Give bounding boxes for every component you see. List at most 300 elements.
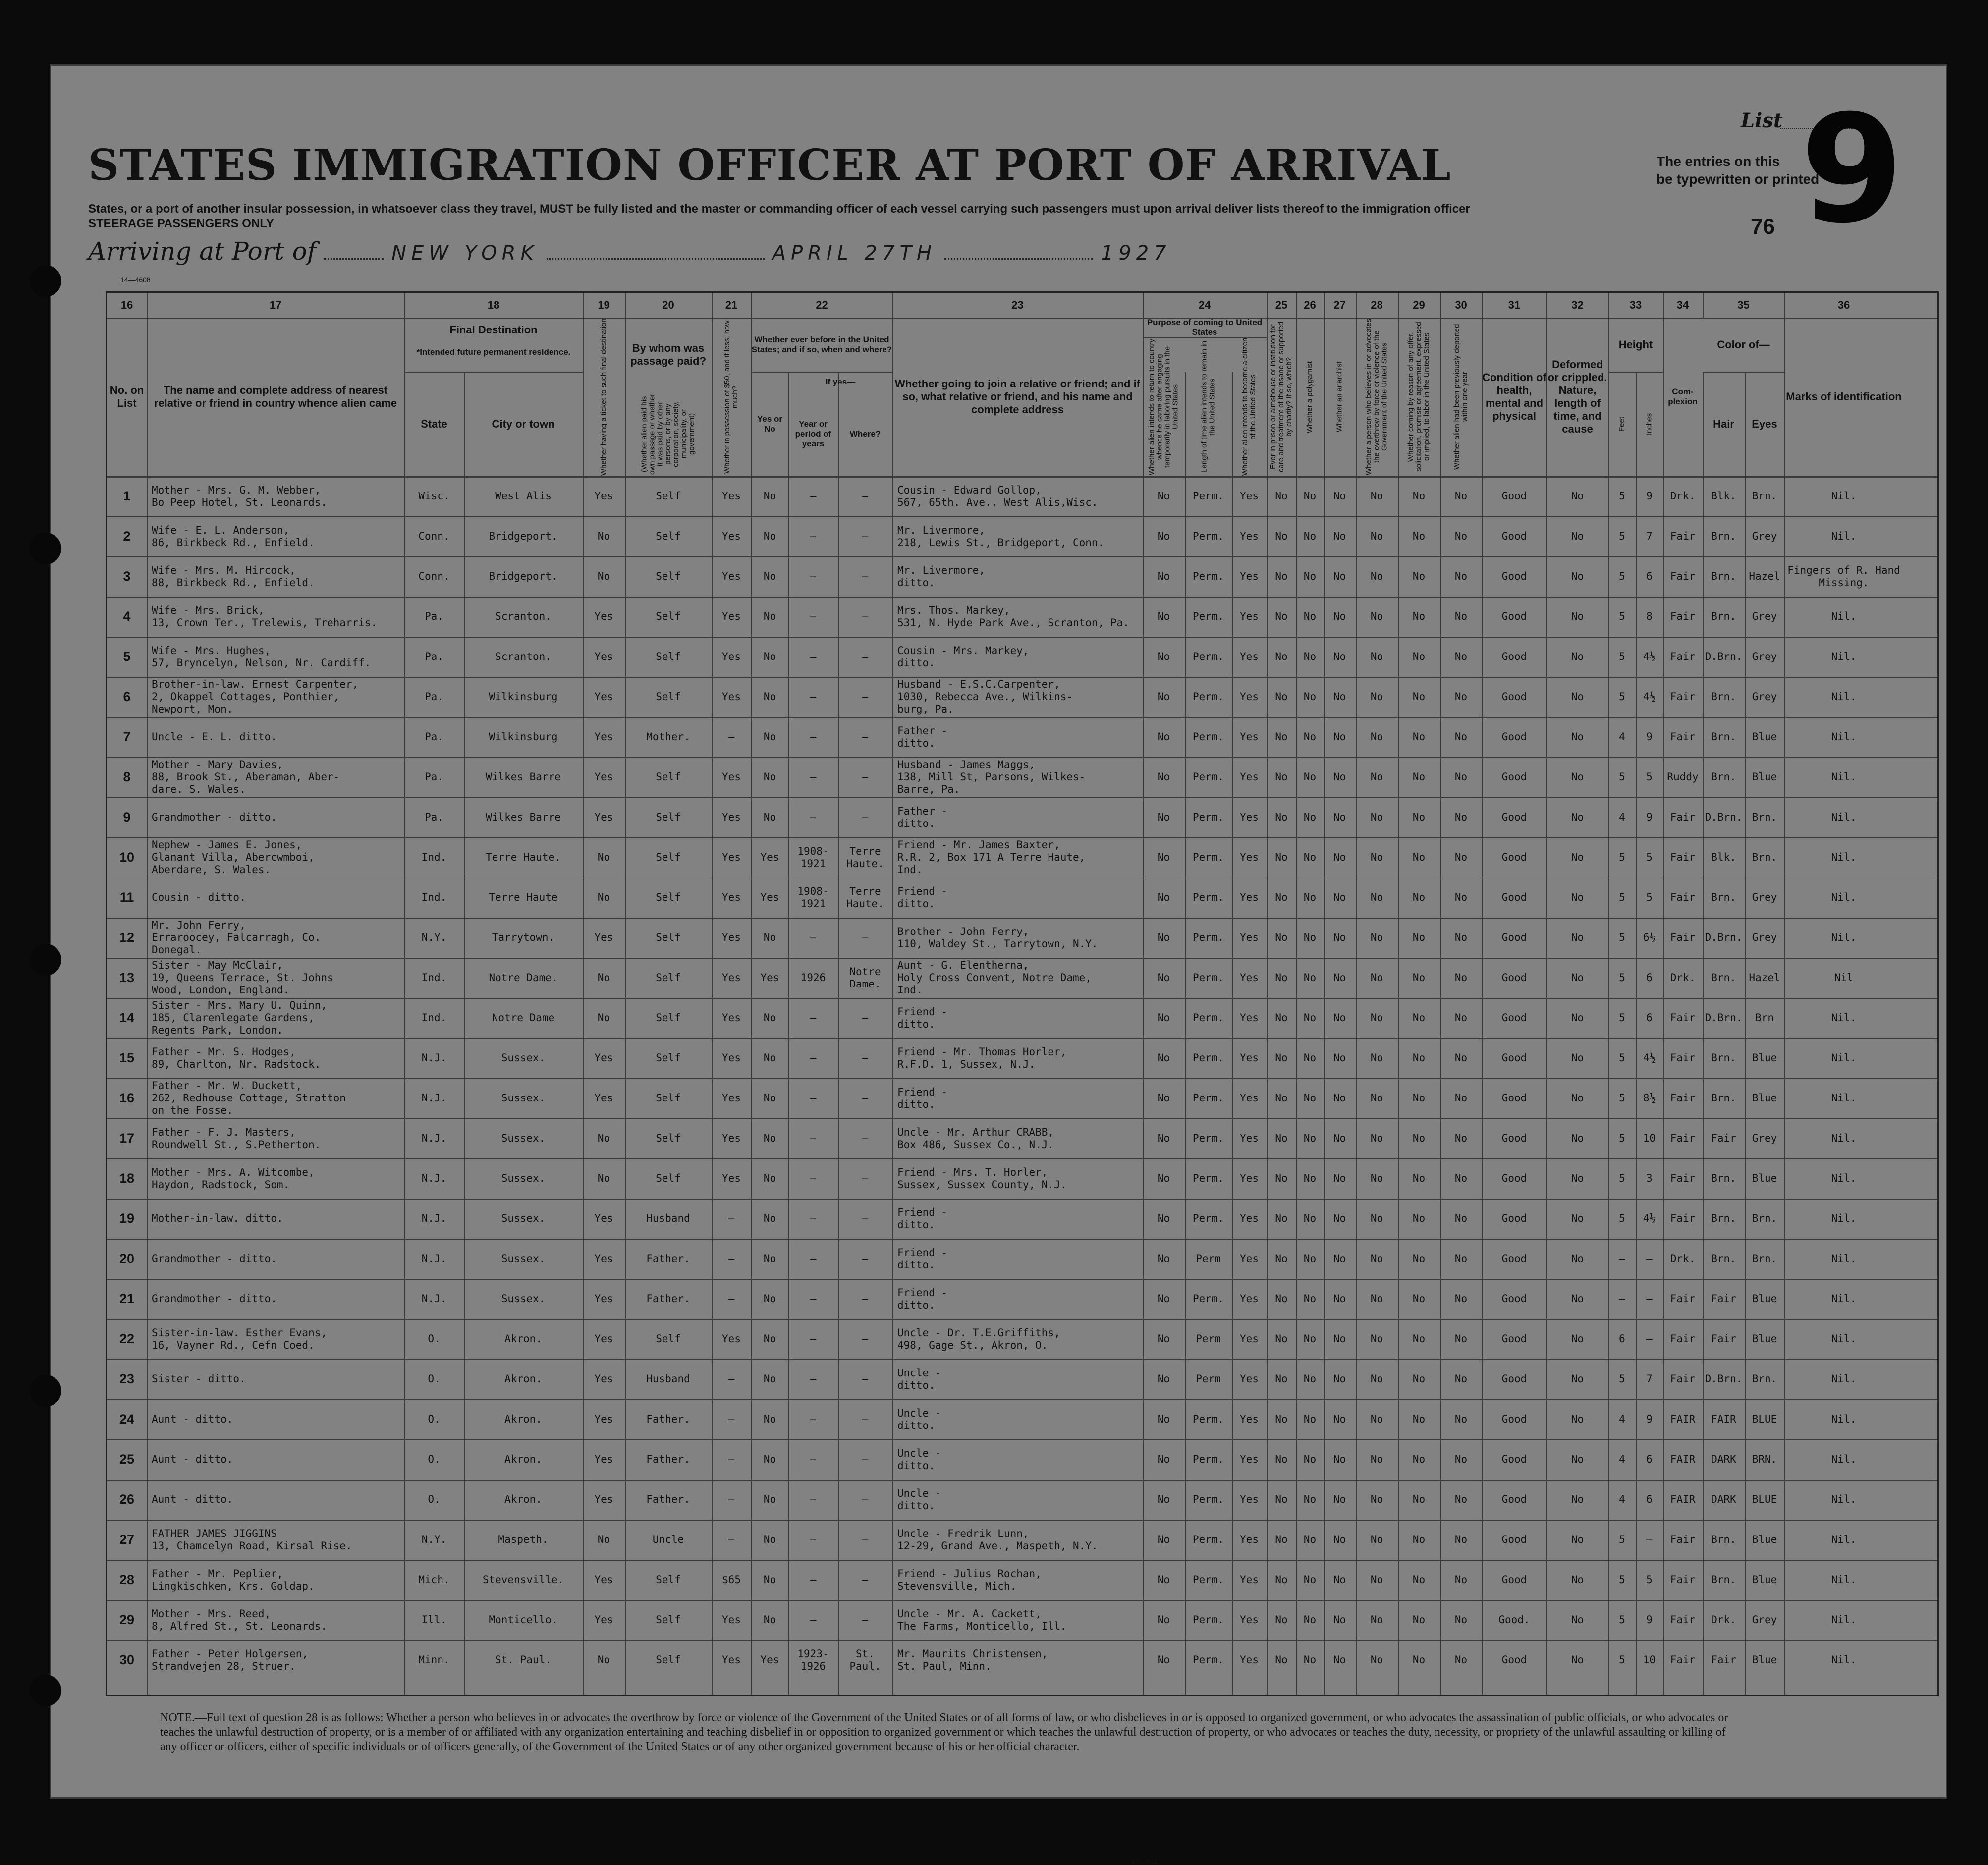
- cell-deformed: No: [1571, 731, 1584, 743]
- cell-health: Good: [1501, 891, 1527, 903]
- cell-relative: FATHER JAMES JIGGINS 13, Chamcelyn Road, Kirsal Rise.: [152, 1527, 352, 1552]
- row-number: 25: [119, 1452, 135, 1467]
- cell-c27: No: [1333, 771, 1346, 783]
- cell-where: —: [862, 1574, 869, 1586]
- cell-before: No: [763, 610, 776, 622]
- cell-joining: Mr. Livermore, ditto.: [897, 564, 986, 589]
- row-number: 13: [119, 970, 135, 985]
- cell-joining: Friend - ditto.: [897, 1086, 948, 1110]
- cell-p2: Perm.: [1192, 811, 1224, 823]
- cell-c29: No: [1412, 1654, 1426, 1666]
- cell-paid: Self: [656, 1654, 681, 1666]
- cell-relative: Grandmother - ditto.: [152, 811, 277, 823]
- cell-years: —: [810, 1092, 817, 1104]
- cell-c27: No: [1333, 1012, 1346, 1024]
- cell-inches: 6½: [1643, 932, 1656, 943]
- cell-before: No: [763, 530, 776, 542]
- cell-eyes: Blue: [1752, 1654, 1777, 1666]
- cell-p2: Perm.: [1192, 1534, 1224, 1545]
- cell-inches: 10: [1643, 1654, 1656, 1666]
- cell-money: Yes: [722, 891, 741, 903]
- cell-c28: No: [1370, 771, 1383, 783]
- cell-paid: Husband: [646, 1212, 690, 1224]
- cell-p3: Yes: [1240, 1172, 1259, 1184]
- table-row: [107, 1279, 1903, 1319]
- cell-joining: Uncle - Fredrik Lunn, 12-29, Grand Ave., Maspeth, N.Y.: [897, 1527, 1098, 1552]
- cell-c28: No: [1370, 691, 1383, 703]
- cell-eyes: Grey: [1752, 610, 1777, 622]
- cell-c27: No: [1333, 530, 1346, 542]
- cell-health: Good: [1501, 651, 1527, 662]
- header-paid-by: By whom was passage paid?: [630, 342, 706, 367]
- cell-p3: Yes: [1240, 1574, 1259, 1586]
- cell-joining: Mr. Livermore, 218, Lewis St., Bridgeport, Conn.: [897, 524, 1104, 549]
- cell-c26: No: [1303, 1253, 1317, 1264]
- cell-joining: Husband - James Maggs, 138, Mill St, Parsons, Wilkes- Barre, Pa.: [897, 759, 1086, 795]
- passenger-ledger-table: [106, 291, 1939, 1696]
- cell-years: —: [810, 1172, 817, 1184]
- cell-ticket: Yes: [594, 932, 613, 943]
- column-number: 17: [269, 299, 282, 311]
- cell-marks: Nil.: [1831, 1614, 1857, 1626]
- cell-c29: No: [1412, 490, 1426, 502]
- cell-c30: No: [1454, 1493, 1468, 1505]
- cell-c25: No: [1275, 570, 1288, 582]
- cell-c26: No: [1303, 1534, 1317, 1545]
- manifest-sheet: [50, 64, 1947, 1865]
- cell-complexion: Fair: [1670, 570, 1696, 582]
- column-number: 24: [1198, 299, 1211, 311]
- row-number: 12: [119, 930, 135, 945]
- cell-where: —: [862, 1453, 869, 1465]
- header-c27: Whether an anarchist: [1335, 361, 1344, 433]
- cell-before: Yes: [760, 972, 779, 984]
- cell-c28: No: [1370, 1333, 1383, 1345]
- table-row: [107, 677, 1903, 717]
- cell-c25: No: [1275, 1453, 1288, 1465]
- cell-before: No: [763, 570, 776, 582]
- cell-complexion: Fair: [1670, 1293, 1696, 1305]
- cell-feet: 4: [1619, 1453, 1625, 1465]
- header-city: City or town: [492, 418, 555, 430]
- cell-p1: No: [1157, 490, 1170, 502]
- cell-relative: Mother - Mrs. A. Witcombe, Haydon, Radstock, Som.: [152, 1166, 315, 1191]
- cell-inches: 4½: [1643, 1052, 1656, 1064]
- cell-marks: Nil.: [1831, 731, 1857, 743]
- header-marks: Marks of identification: [1786, 390, 1902, 403]
- header-state: State: [421, 418, 447, 430]
- row-number: 21: [119, 1291, 135, 1306]
- cell-money: —: [728, 731, 735, 743]
- cell-where: —: [862, 1493, 869, 1505]
- cell-city: Sussex.: [501, 1052, 546, 1064]
- row-number: 11: [119, 890, 134, 905]
- header-before-us: Whether ever before in the United States; and if so, when and where?: [751, 335, 892, 354]
- cell-c25: No: [1275, 1092, 1288, 1104]
- cell-c27: No: [1333, 1493, 1346, 1505]
- cell-c26: No: [1303, 1373, 1317, 1385]
- cell-joining: Uncle - Dr. T.E.Griffiths, 498, Gage St., Akron, O.: [897, 1326, 1060, 1351]
- header-color-of: Color of—: [1717, 338, 1770, 351]
- cell-complexion: Ruddy: [1667, 771, 1699, 783]
- manifest-title: STATES IMMIGRATION OFFICER AT PORT OF ARRIVAL: [88, 140, 1451, 190]
- cell-p3: Yes: [1240, 972, 1259, 984]
- cell-joining: Uncle - ditto.: [897, 1487, 941, 1512]
- cell-where: —: [862, 651, 869, 662]
- cell-feet: 4: [1619, 1413, 1625, 1425]
- cell-ticket: Yes: [594, 1212, 613, 1224]
- cell-relative: Wife - Mrs. M. Hircock, 88, Birkbeck Rd., Enfield.: [152, 564, 315, 589]
- cell-city: Stevensville.: [482, 1574, 564, 1586]
- cell-p3: Yes: [1240, 610, 1259, 622]
- cell-marks: Nil.: [1831, 490, 1857, 502]
- cell-c30: No: [1454, 851, 1468, 863]
- cell-paid: Self: [656, 570, 681, 582]
- header-purpose-return: Whether alien intends to return to country whence he came after engaging temporarily in laboring pursuits in the United States: [1147, 338, 1180, 475]
- cell-hair: D.Brn.: [1705, 1373, 1743, 1385]
- cell-c28: No: [1370, 1574, 1383, 1586]
- cell-c26: No: [1303, 731, 1317, 743]
- cell-health: Good: [1501, 530, 1527, 542]
- cell-p3: Yes: [1240, 1212, 1259, 1224]
- cell-complexion: Fair: [1670, 1614, 1696, 1626]
- cell-city: Akron.: [504, 1333, 542, 1345]
- cell-eyes: Brn.: [1752, 1253, 1777, 1264]
- cell-relative: Mother - Mrs. G. M. Webber, Bo Peep Hotel, St. Leonards.: [152, 484, 328, 508]
- cell-p3: Yes: [1240, 932, 1259, 943]
- column-number: 34: [1676, 299, 1689, 311]
- list-label: List: [1741, 109, 1783, 132]
- cell-deformed: No: [1571, 1052, 1584, 1064]
- cell-where: —: [862, 1373, 869, 1385]
- cell-complexion: FAIR: [1670, 1413, 1696, 1425]
- cell-joining: Brother - John Ferry, 110, Waldey St., Tarrytown, N.Y.: [897, 925, 1098, 950]
- cell-hair: DARK: [1711, 1493, 1736, 1505]
- cell-marks: Nil.: [1831, 1293, 1857, 1305]
- cell-c29: No: [1412, 1212, 1426, 1224]
- cell-c30: No: [1454, 811, 1468, 823]
- cell-years: —: [810, 1534, 817, 1545]
- cell-p1: No: [1157, 1373, 1170, 1385]
- cell-c26: No: [1303, 972, 1317, 984]
- cell-c30: No: [1454, 771, 1468, 783]
- cell-c29: No: [1412, 570, 1426, 582]
- cell-deformed: No: [1571, 1534, 1584, 1545]
- cell-money: Yes: [722, 691, 741, 703]
- cell-complexion: Fair: [1670, 1172, 1696, 1184]
- cell-hair: D.Brn.: [1705, 1012, 1743, 1024]
- cell-eyes: Grey: [1752, 1132, 1777, 1144]
- cell-ticket: Yes: [594, 1373, 613, 1385]
- cell-p2: Perm.: [1192, 891, 1224, 903]
- cell-p2: Perm: [1196, 1253, 1221, 1264]
- cell-c25: No: [1275, 1052, 1288, 1064]
- cell-p3: Yes: [1240, 1654, 1259, 1666]
- cell-c26: No: [1303, 651, 1317, 662]
- cell-inches: 7: [1646, 1373, 1653, 1385]
- cell-paid: Self: [656, 891, 681, 903]
- column-rule: [1324, 293, 1325, 318]
- cell-eyes: Grey: [1752, 932, 1777, 943]
- cell-paid: Mother.: [646, 731, 690, 743]
- cell-c29: No: [1412, 1493, 1426, 1505]
- cell-p2: Perm: [1196, 1373, 1221, 1385]
- cell-state: Pa.: [425, 610, 443, 622]
- cell-complexion: Fair: [1670, 610, 1696, 622]
- cell-deformed: No: [1571, 1212, 1584, 1224]
- cell-c28: No: [1370, 1453, 1383, 1465]
- cell-c26: No: [1303, 1092, 1317, 1104]
- cell-c30: No: [1454, 1172, 1468, 1184]
- column-number: 20: [662, 299, 674, 311]
- cell-c25: No: [1275, 891, 1288, 903]
- cell-marks: Fingers of R. Hand Missing.: [1787, 564, 1900, 589]
- dotted-leader: [324, 243, 384, 260]
- cell-hair: Brn.: [1711, 1052, 1736, 1064]
- cell-c27: No: [1333, 1574, 1346, 1586]
- cell-where: —: [862, 570, 869, 582]
- column-number: 27: [1333, 299, 1346, 311]
- cell-p3: Yes: [1240, 851, 1259, 863]
- column-rule: [1440, 293, 1441, 318]
- cell-ticket: Yes: [594, 1614, 613, 1626]
- table-row: [107, 998, 1903, 1038]
- cell-c29: No: [1412, 811, 1426, 823]
- cell-inches: 4½: [1643, 651, 1656, 662]
- cell-marks: Nil.: [1831, 1333, 1857, 1345]
- cell-where: —: [862, 530, 869, 542]
- cell-c28: No: [1370, 851, 1383, 863]
- cell-c25: No: [1275, 490, 1288, 502]
- cell-deformed: No: [1571, 891, 1584, 903]
- cell-c29: No: [1412, 1253, 1426, 1264]
- table-row: [107, 1319, 1903, 1359]
- cell-money: —: [728, 1534, 735, 1545]
- cell-state: Pa.: [425, 771, 443, 783]
- cell-city: Sussex.: [501, 1253, 546, 1264]
- cell-joining: Uncle - ditto.: [897, 1367, 941, 1391]
- cell-c25: No: [1275, 851, 1288, 863]
- header-joining: Whether going to join a relative or friend; and if so, what relative or friend, and his name and complete address: [894, 378, 1141, 416]
- cell-deformed: No: [1571, 1453, 1584, 1465]
- cell-c30: No: [1454, 1453, 1468, 1465]
- cell-inches: 5: [1646, 1574, 1653, 1586]
- cell-p3: Yes: [1240, 1493, 1259, 1505]
- table-row: [107, 1399, 1903, 1439]
- cell-c26: No: [1303, 811, 1317, 823]
- cell-p1: No: [1157, 1172, 1170, 1184]
- cell-p3: Yes: [1240, 1092, 1259, 1104]
- cell-health: Good: [1501, 1212, 1527, 1224]
- cell-inches: 6: [1646, 972, 1653, 984]
- cell-inches: 5: [1646, 771, 1653, 783]
- cell-years: —: [810, 1493, 817, 1505]
- cell-p3: Yes: [1240, 771, 1259, 783]
- cell-hair: Brn.: [1711, 1534, 1736, 1545]
- cell-paid: Self: [656, 811, 681, 823]
- cell-eyes: Grey: [1752, 530, 1777, 542]
- cell-inches: 4½: [1643, 1212, 1656, 1224]
- cell-deformed: No: [1571, 490, 1584, 502]
- cell-c30: No: [1454, 610, 1468, 622]
- cell-money: —: [728, 1253, 735, 1264]
- header-c30: Whether alien had been previously deported within one year: [1452, 324, 1469, 470]
- cell-years: 1908- 1921: [797, 845, 829, 870]
- cell-health: Good: [1501, 1052, 1527, 1064]
- header-purpose: Purpose of coming to United States: [1147, 318, 1263, 337]
- cell-c29: No: [1412, 651, 1426, 662]
- cell-state: Mich.: [418, 1574, 450, 1586]
- cell-money: —: [728, 1493, 735, 1505]
- cell-money: Yes: [722, 811, 741, 823]
- cell-inches: 9: [1646, 1614, 1653, 1626]
- cell-p2: Perm: [1196, 1333, 1221, 1345]
- cell-where: Terre Haute.: [846, 885, 884, 910]
- header-deformed: Deformed or crippled. Nature, length of time, and cause: [1547, 358, 1607, 435]
- cell-money: Yes: [722, 651, 741, 662]
- cell-state: N.J.: [421, 1293, 447, 1305]
- column-rule: [892, 293, 893, 318]
- cell-p3: Yes: [1240, 1453, 1259, 1465]
- cell-c29: No: [1412, 1413, 1426, 1425]
- cell-money: Yes: [722, 610, 741, 622]
- cell-state: Pa.: [425, 691, 443, 703]
- column-rule: [1356, 293, 1357, 318]
- cell-health: Good: [1501, 691, 1527, 703]
- cell-health: Good: [1501, 1012, 1527, 1024]
- cell-p2: Perm.: [1192, 691, 1224, 703]
- cell-relative: Wife - E. L. Anderson, 86, Birkbeck Rd., Enfield.: [152, 524, 315, 549]
- cell-hair: Brn.: [1711, 1212, 1736, 1224]
- cell-c27: No: [1333, 811, 1346, 823]
- header-no-on-list: No. on List: [110, 384, 144, 409]
- cell-inches: 9: [1646, 490, 1653, 502]
- column-rule: [625, 293, 626, 318]
- cell-c25: No: [1275, 1293, 1288, 1305]
- cell-marks: Nil.: [1831, 1132, 1857, 1144]
- cell-c25: No: [1275, 1253, 1288, 1264]
- cell-feet: 5: [1619, 1172, 1625, 1184]
- cell-before: No: [763, 1132, 776, 1144]
- cell-feet: 5: [1619, 1132, 1625, 1144]
- cell-ticket: Yes: [594, 1293, 613, 1305]
- cell-deformed: No: [1571, 851, 1584, 863]
- cell-feet: 5: [1619, 651, 1625, 662]
- cell-health: Good: [1501, 851, 1527, 863]
- cell-p2: Perm.: [1192, 1092, 1224, 1104]
- cell-c30: No: [1454, 1654, 1468, 1666]
- cell-before: No: [763, 1493, 776, 1505]
- cell-eyes: Grey: [1752, 691, 1777, 703]
- column-number: 36: [1837, 299, 1850, 311]
- cell-c29: No: [1412, 1574, 1426, 1586]
- header-destination-note: *Intended future permanent residence.: [416, 347, 571, 357]
- cell-city: Sussex.: [501, 1132, 546, 1144]
- row-number: 10: [119, 850, 135, 865]
- cell-hair: Brn.: [1711, 891, 1736, 903]
- row-number: 2: [123, 529, 131, 544]
- cell-feet: 5: [1619, 691, 1625, 703]
- cell-relative: Aunt - ditto.: [152, 1453, 233, 1465]
- cell-p2: Perm.: [1192, 851, 1224, 863]
- cell-c25: No: [1275, 1333, 1288, 1345]
- cell-marks: Nil.: [1831, 811, 1857, 823]
- cell-p1: No: [1157, 1092, 1170, 1104]
- cell-before: No: [763, 1614, 776, 1626]
- cell-hair: D.Brn.: [1705, 932, 1743, 943]
- cell-deformed: No: [1571, 1373, 1584, 1385]
- cell-years: —: [810, 1132, 817, 1144]
- cell-eyes: Blue: [1752, 1172, 1777, 1184]
- cell-c25: No: [1275, 1413, 1288, 1425]
- column-rule: [404, 293, 405, 318]
- cell-health: Good: [1501, 1453, 1527, 1465]
- cell-complexion: Fair: [1670, 1012, 1696, 1024]
- cell-c26: No: [1303, 610, 1317, 622]
- cell-hair: Fair: [1711, 1654, 1736, 1666]
- cell-p1: No: [1157, 1293, 1170, 1305]
- table-row: [107, 1239, 1903, 1279]
- cell-feet: 4: [1619, 1493, 1625, 1505]
- cell-c28: No: [1370, 1212, 1383, 1224]
- cell-c30: No: [1454, 490, 1468, 502]
- cell-eyes: Blue: [1752, 1052, 1777, 1064]
- cell-hair: Brn.: [1711, 1253, 1736, 1264]
- cell-joining: Friend - ditto.: [897, 1246, 948, 1271]
- cell-p3: Yes: [1240, 691, 1259, 703]
- row-number: 9: [123, 810, 131, 824]
- cell-state: Ind.: [421, 972, 447, 984]
- row-number: 3: [123, 569, 131, 584]
- cell-city: Terre Haute: [489, 891, 558, 903]
- row-number: 14: [119, 1010, 135, 1025]
- header-purpose-citizen: Whether alien intends to become a citizen of the United States: [1241, 337, 1257, 476]
- row-number: 1: [123, 489, 131, 503]
- cell-p1: No: [1157, 1654, 1170, 1666]
- cell-years: —: [810, 1333, 817, 1345]
- cell-inches: 5: [1646, 851, 1653, 863]
- cell-feet: 5: [1619, 530, 1625, 542]
- cell-money: —: [728, 1373, 735, 1385]
- cell-complexion: Fair: [1670, 1132, 1696, 1144]
- column-number: 16: [120, 299, 133, 311]
- cell-where: —: [862, 1212, 869, 1224]
- cell-years: —: [810, 1453, 817, 1465]
- cell-c28: No: [1370, 1172, 1383, 1184]
- cell-complexion: Fair: [1670, 1373, 1696, 1385]
- cell-ticket: No: [597, 1654, 610, 1666]
- cell-relative: Aunt - ditto.: [152, 1493, 233, 1505]
- cell-p1: No: [1157, 1333, 1170, 1345]
- header-height: Height: [1618, 338, 1653, 351]
- cell-c29: No: [1412, 1293, 1426, 1305]
- cell-c25: No: [1275, 691, 1288, 703]
- arrival-year: 1927: [1101, 242, 1171, 265]
- cell-c27: No: [1333, 1654, 1346, 1666]
- cell-city: Akron.: [504, 1413, 542, 1425]
- cell-ticket: Yes: [594, 1052, 613, 1064]
- cell-health: Good: [1501, 1654, 1527, 1666]
- cell-c28: No: [1370, 1092, 1383, 1104]
- cell-city: Bridgeport.: [489, 570, 558, 582]
- column-rule: [1482, 293, 1483, 318]
- cell-c27: No: [1333, 1534, 1346, 1545]
- cell-c25: No: [1275, 1614, 1288, 1626]
- cell-money: Yes: [722, 1132, 741, 1144]
- binder-hole: [30, 944, 61, 976]
- cell-state: Pa.: [425, 811, 443, 823]
- cell-paid: Self: [656, 972, 681, 984]
